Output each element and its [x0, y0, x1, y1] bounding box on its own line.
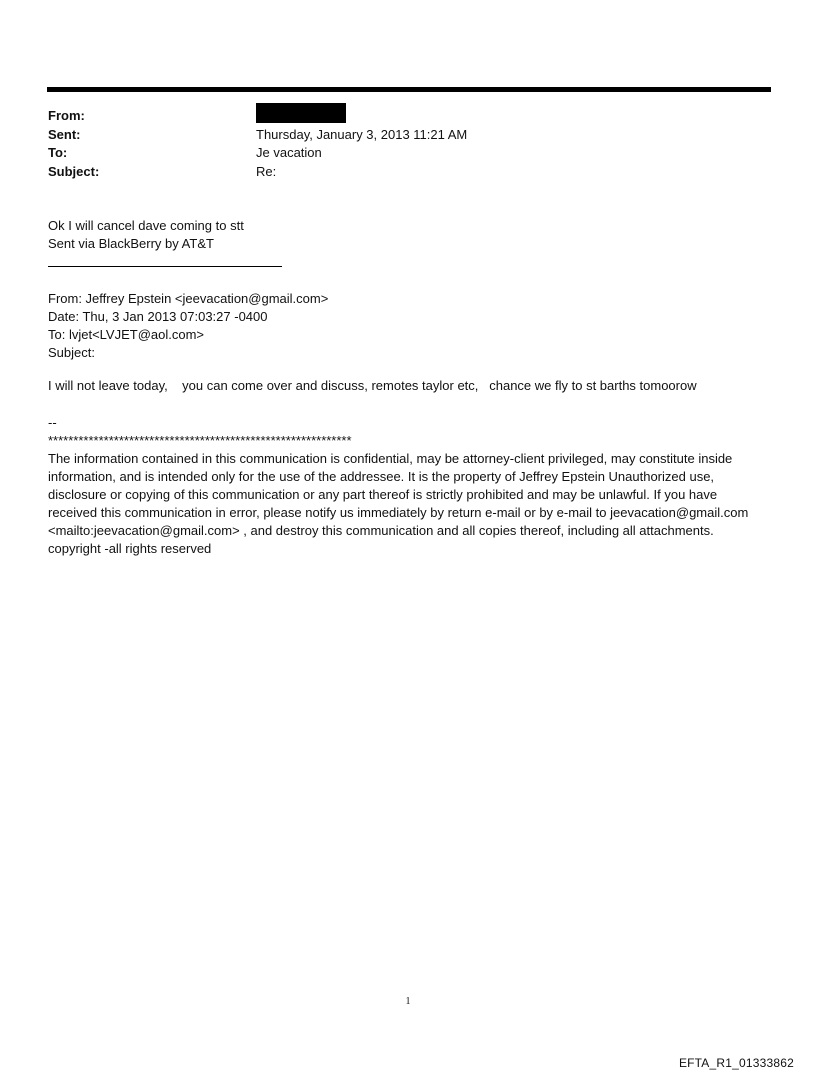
- from-row: [48, 107, 748, 126]
- reply-line: Ok I will cancel dave coming to stt: [48, 218, 244, 233]
- to-label: To:: [48, 145, 68, 160]
- header-rule: [47, 87, 771, 92]
- confidentiality-disclaimer: [48, 450, 763, 558]
- disclaimer-text: The information contained in this communication is confidential, may be attorney-client privileged, may constitute inside information, and is intended only for the use of the addressee. It is the property of Jeffrey Epstein Unauthorized use, disclosure or copying of this communication or any part thereof is strictly prohibited and may be unlawful. If you have received this communication in error, please notify us immediately by return e-mail or by e-mail to jeevacation@gmail.com <mailto:jeevacation@gmail.com> , and destroy this communication and all copies thereof, including all attachments. copyright -all rights reserved: [48, 451, 749, 556]
- to-row: [48, 144, 748, 163]
- from-value: [256, 107, 748, 126]
- signature-stars: ************************************************************: [48, 433, 352, 448]
- page-number: 1: [405, 996, 411, 1007]
- quote-separator: [48, 266, 282, 267]
- to-value: Je vacation: [256, 145, 322, 160]
- quoted-header: [48, 290, 768, 362]
- subject-label: Subject:: [48, 163, 100, 179]
- reply-body: [48, 217, 768, 253]
- from-label: From:: [48, 108, 85, 123]
- subject-value: Re:: [256, 163, 277, 179]
- quoted-message: [48, 377, 768, 395]
- sent-label: Sent:: [48, 126, 81, 142]
- reply-signature-line: Sent via BlackBerry by AT&T: [48, 236, 214, 251]
- email-header: [48, 107, 748, 181]
- quoted-from: From: Jeffrey Epstein <jeevacation@gmail.com>: [48, 291, 329, 306]
- signature-dashes: --: [48, 415, 57, 430]
- message-text: I will not leave today, you can come over and discuss, remotes taylor etc, chance we fly to st barths tomoorow: [48, 378, 697, 393]
- quoted-subject: Subject:: [48, 345, 95, 360]
- subject-row: [48, 163, 748, 182]
- signature-block: [48, 414, 768, 450]
- sent-row: [48, 126, 748, 145]
- quoted-to: To: lvjet<LVJET@aol.com>: [48, 327, 205, 342]
- document-id: EFTA_R1_01333862: [678, 1056, 794, 1070]
- sent-value: Thursday, January 3, 2013 11:21 AM: [256, 126, 468, 142]
- quoted-date: Date: Thu, 3 Jan 2013 07:03:27 -0400: [48, 309, 268, 324]
- redaction-box: [256, 103, 346, 123]
